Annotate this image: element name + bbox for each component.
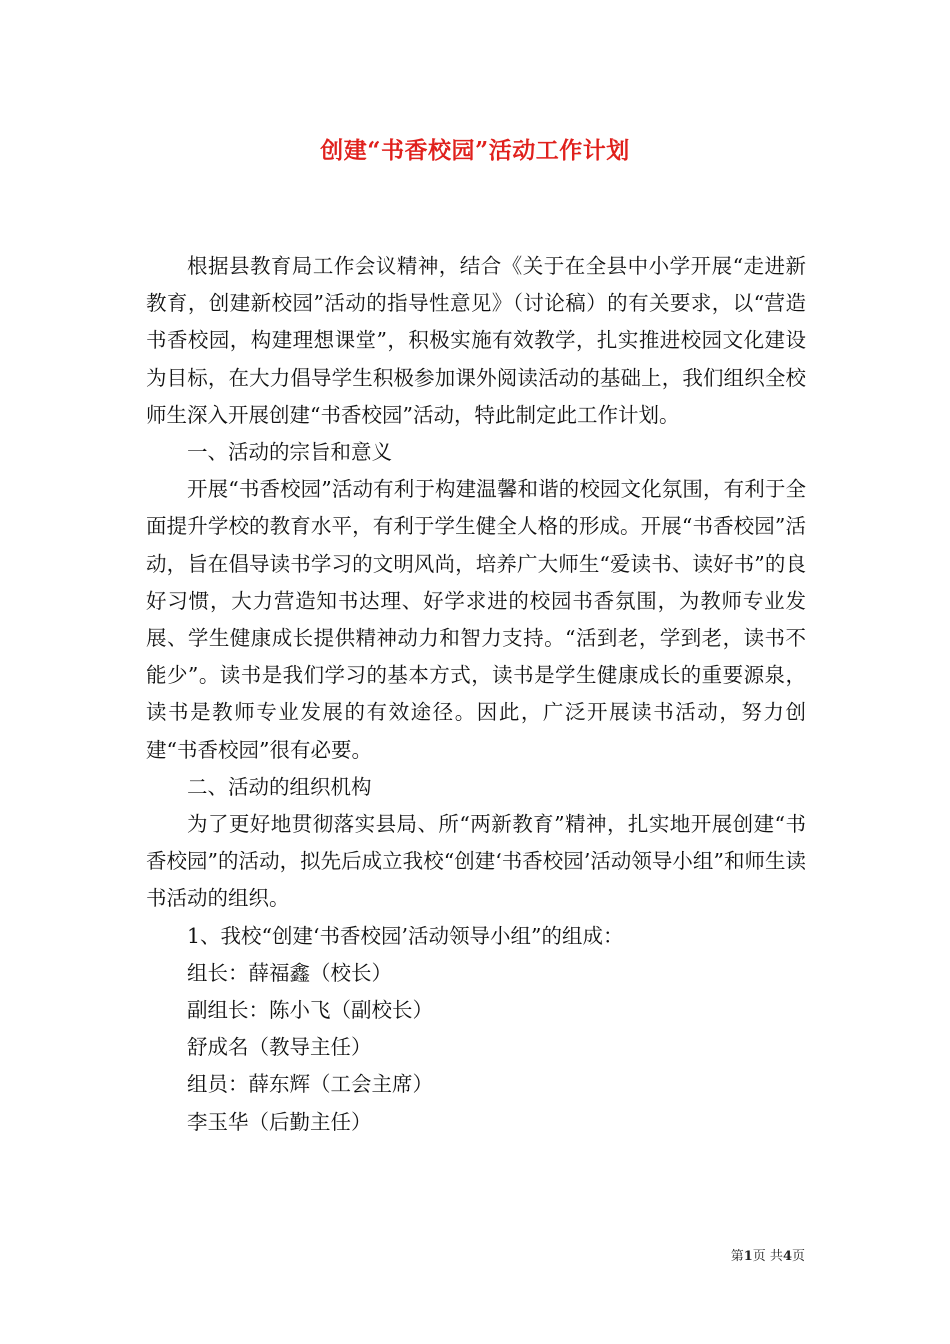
footer-page-number: 1: [743, 1249, 753, 1264]
section-heading-1: 一、活动的宗旨和意义: [187, 440, 392, 465]
footer-prefix: 第: [730, 1249, 744, 1264]
section-heading-2: 二、活动的组织机构: [187, 774, 372, 799]
document-body: [146, 248, 806, 1141]
document-title: 创建“书香校园”活动工作计划: [320, 137, 630, 164]
organization-paragraph: 为了更好地贯彻落实县局、所“两新教育”精神，扎实地开展创建“书香校园”的活动，拟先后成立我校“创建‘书香校园’活动领导小组”和师生读书活动的组织。: [146, 812, 806, 911]
page-footer: [731, 1245, 805, 1264]
intro-paragraph: 根据县教育局工作会议精神，结合《关于在全县中小学开展“走进新教育，创建新校园”活动的指导性意见》（讨论稿）的有关要求，以“营造书香校园，构建理想课堂”，积极实施有效教学，扎实推进校园文化建设为目标，在大力倡导学生积极参加课外阅读活动的基础上，我们组织全校师生深入开展创建“书香校园”活动，特此制定此工作计划。: [146, 254, 806, 427]
member-line: 舒成名（教导主任）: [187, 1035, 372, 1060]
purpose-paragraph: 开展“书香校园”活动有利于构建温馨和谐的校园文化氛围，有利于全面提升学校的教育水平，有利于学生健全人格的形成。开展“书香校园”活动，旨在倡导读书学习的文明风尚，培养广大师生“爱读书、读好书”的良好习惯，大力营造知书达理、好学求进的校园书香氛围，为教师专业发展、学生健康成长提供精神动力和智力支持。“活到老，学到老，读书不能少”。读书是我们学习的基本方式，读书是学生健康成长的重要源泉，读书是教师专业发展的有效途径。因此，广泛开展读书活动，努力创建“书香校园”很有必要。: [146, 477, 806, 762]
member-line: 组长：薛福鑫（校长）: [187, 960, 392, 985]
member-line: 组员：薛东辉（工会主席）: [187, 1072, 433, 1097]
footer-suffix: 页: [791, 1249, 805, 1264]
footer-total-pages: 4: [782, 1249, 792, 1264]
member-line: 李玉华（后勤主任）: [187, 1109, 372, 1134]
footer-middle: 页 共: [752, 1249, 783, 1264]
group-composition-heading: 1、我校“创建‘书香校园’活动领导小组”的组成：: [187, 923, 624, 948]
member-line: 副组长：陈小飞（副校长）: [187, 998, 433, 1023]
